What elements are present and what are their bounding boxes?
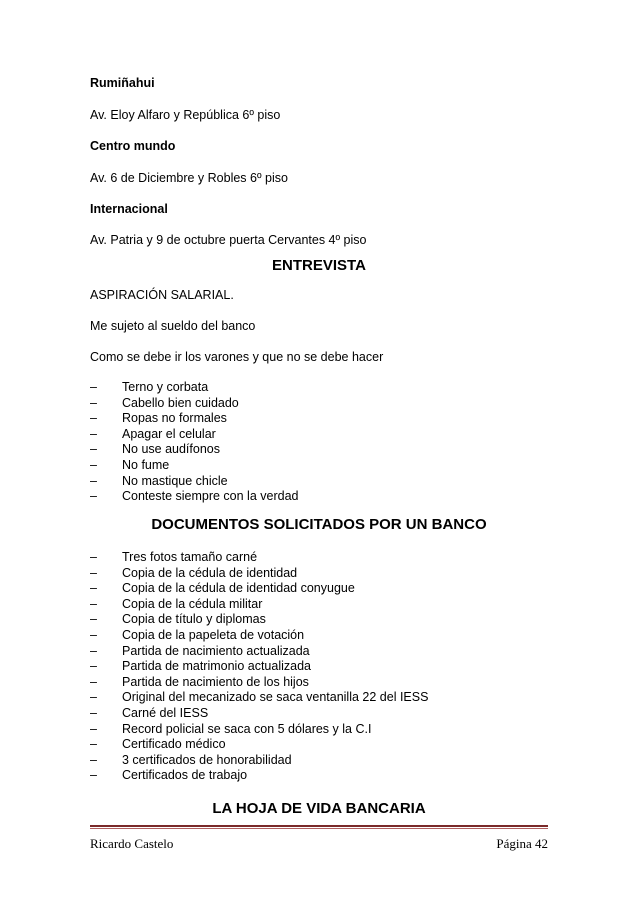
dash-bullet-icon: – — [90, 659, 97, 674]
list-item-text: Copia de la cédula de identidad — [122, 565, 298, 580]
list-item-text: Certificado médico — [122, 737, 226, 752]
dress-code-intro: Como se debe ir los varones y que no se debe hacer — [90, 350, 384, 364]
dash-bullet-icon: – — [90, 721, 97, 736]
dash-bullet-icon: – — [90, 768, 97, 783]
dash-bullet-icon: – — [90, 457, 97, 472]
dash-bullet-icon: – — [90, 643, 97, 658]
list-item-text: Conteste siempre con la verdad — [122, 489, 299, 504]
list-item-text: Original del mecanizado se saca ventanilla 22 del IESS — [122, 690, 429, 705]
dash-bullet-icon: – — [90, 411, 97, 426]
dash-bullet-icon: – — [90, 612, 97, 627]
list-item-text: Copia de título y diplomas — [122, 612, 266, 627]
list-item-text: Tres fotos tamaño carné — [122, 550, 258, 564]
list-item-text: Copia de la cédula militar — [122, 596, 263, 611]
list-item-text: Partida de matrimonio actualizada — [122, 659, 311, 674]
dash-bullet-icon: – — [90, 395, 97, 410]
branch-address-centro-mundo: Av. 6 de Diciembre y Robles 6º piso — [90, 171, 288, 185]
list-item-text: Record policial se saca con 5 dólares y la C.I — [122, 721, 372, 736]
list-item-text: 3 certificados de honorabilidad — [122, 752, 292, 767]
list-item-text: No mastique chicle — [122, 473, 228, 488]
list-item-text: Partida de nacimiento actualizada — [122, 643, 310, 658]
dash-bullet-icon: – — [90, 442, 97, 457]
footer-page-number: Página 42 — [496, 836, 548, 851]
section-heading-hoja-de-vida: LA HOJA DE VIDA BANCARIA — [212, 800, 426, 817]
branch-address-ruminahui: Av. Eloy Alfaro y República 6º piso — [90, 108, 281, 122]
dash-bullet-icon: – — [90, 550, 97, 564]
dash-bullet-icon: – — [90, 380, 97, 394]
dash-bullet-icon: – — [90, 674, 97, 689]
dash-bullet-icon: – — [90, 737, 97, 752]
dash-bullet-icon: – — [90, 705, 97, 720]
dash-bullet-icon: – — [90, 426, 97, 441]
dash-bullet-icon: – — [90, 489, 97, 504]
dash-bullet-icon: – — [90, 565, 97, 580]
list-item-text: Copia de la papeleta de votación — [122, 627, 305, 642]
dash-bullet-icon: – — [90, 581, 97, 596]
dash-bullet-icon: – — [90, 752, 97, 767]
footer-rule-thin — [90, 828, 548, 829]
list-item-text: Ropas no formales — [122, 411, 227, 426]
list-item-text: Cabello bien cuidado — [122, 395, 239, 410]
branch-name-internacional: Internacional — [90, 202, 168, 216]
dash-bullet-icon: – — [90, 627, 97, 642]
branch-name-ruminahui: Rumiñahui — [90, 76, 155, 90]
footer-author: Ricardo Castelo — [90, 836, 174, 851]
section-heading-documentos: DOCUMENTOS SOLICITADOS POR UN BANCO — [151, 516, 487, 533]
list-item-text: Copia de la cédula de identidad conyugue — [122, 581, 355, 596]
dash-bullet-icon: – — [90, 596, 97, 611]
list-item-text: Carné del IESS — [122, 705, 209, 720]
dash-bullet-icon: – — [90, 690, 97, 705]
aspiracion-salarial-label: ASPIRACIÓN SALARIAL. — [90, 288, 234, 302]
section-heading-entrevista: ENTREVISTA — [272, 257, 366, 274]
sueldo-statement: Me sujeto al sueldo del banco — [90, 319, 256, 333]
list-item-text: No use audífonos — [122, 442, 220, 457]
list-item-text: No fume — [122, 457, 170, 472]
list-item-text: Partida de nacimiento de los hijos — [122, 674, 309, 689]
dash-bullet-icon: – — [90, 473, 97, 488]
list-item-text: Terno y corbata — [122, 380, 209, 394]
branch-address-internacional: Av. Patria y 9 de octubre puerta Cervantes 4º piso — [90, 233, 367, 247]
list-item-text: Apagar el celular — [122, 426, 216, 441]
list-item-text: Certificados de trabajo — [122, 768, 248, 783]
footer-rule — [90, 825, 548, 827]
branch-name-centro-mundo: Centro mundo — [90, 139, 176, 153]
